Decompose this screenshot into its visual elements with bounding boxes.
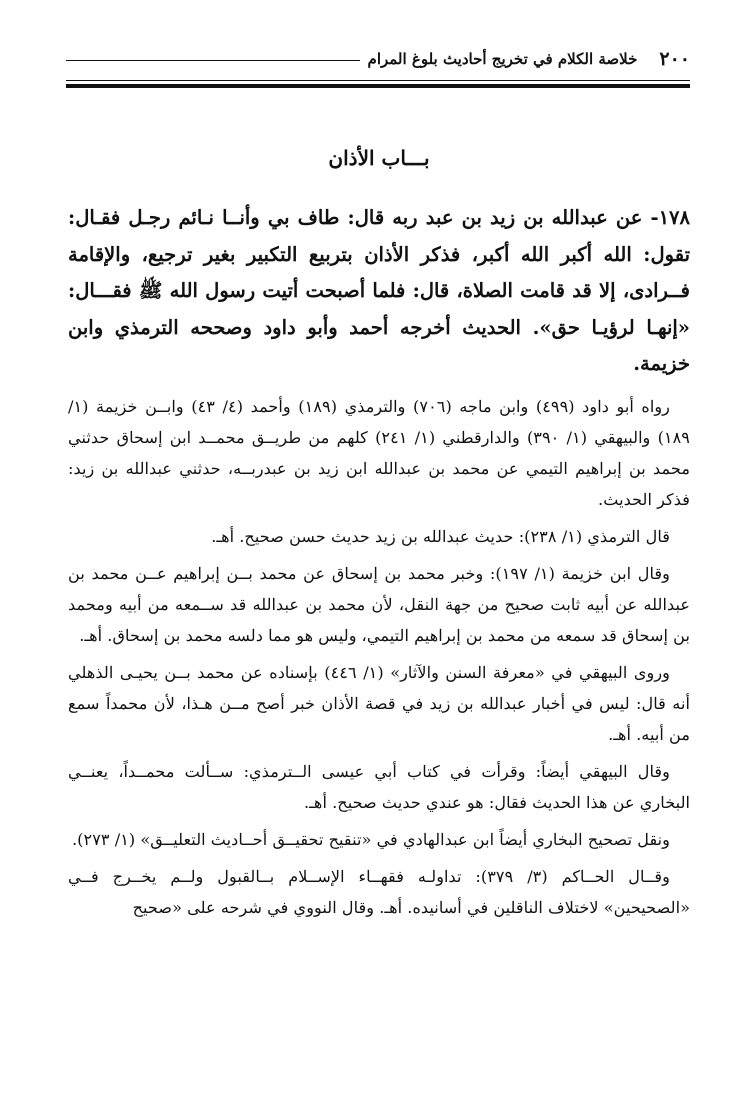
commentary-paragraph: ونقل تصحيح البخاري أيضاً ابن عبدالهادي في «تنقيح تحقيــق أحــاديث التعليــق» (١/ ٢٧٣).	[72, 829, 670, 849]
book-title: خلاصة الكلام في تخريج أحاديث بلوغ المرام	[367, 50, 638, 68]
commentary-paragraph: وروى البيهقي في «معرفة السنن والآثار» (١/ ٤٤٦) بإسناده عن محمد بــن يحيـى الذهلي أنه قال: ليس في أخبار عبدالله بن زيد في قصة الأذان خبر أصح مــن هـذا، لأن محمداً سمع من أبيه. أهـ.	[68, 662, 690, 744]
commentary-paragraph: وقال البيهقي أيضاً: وقرأت في كتاب أبي عيسى الــترمذي: ســألت محمــداً، يعنــي البخاري عن هذا الحديث فقال: هو عندي حديث صحيح. أهـ.	[68, 761, 690, 812]
commentary-paragraph: وقال ابن خزيمة (١/ ١٩٧): وخبر محمد بن إسحاق عن محمد بــن إبراهيم عــن محمد بن عبدالله عن أبيه ثابت صحيح من جهة النقل، لأن محمد بن عبدالله قد ســمعه من أبيه ومحمد بن إسحاق قد سمعه من محمد بن إبراهيم التيمي، وليس هو مما دلسه محمد بن إسحاق. أهـ.	[68, 563, 690, 645]
commentary-paragraph: رواه أبو داود (٤٩٩) وابن ماجه (٧٠٦) والترمذي (١٨٩) وأحمد (٤/ ٤٣) وابــن خزيمة (١/ ١٨٩) والبيهقي (١/ ٣٩٠) والدارقطني (١/ ٢٤١) كلهم من طريــق محمــد ابن إسحاق حدثني محمد بن إبراهيم التيمي عن محمد بن عبدالله ابن زيد بن عبدربــه، حدثني عبدالله بن زيد: فذكر الحديث.	[68, 396, 690, 509]
chapter-heading: بـــاب الأذان	[328, 146, 430, 170]
commentary-paragraph: وقــال الحــاكم (٣/ ٣٧٩): تداولـه فقهــاء الإســلام بــالقبول ولــم يخــرج فــي «الصحيحين» لاختلاف الناقلين في أسانيده. أهـ. وقال النووي في شرحه على «صحيح	[68, 866, 690, 917]
page-number: ٢٠٠	[659, 48, 690, 70]
header-dash-line	[66, 60, 360, 61]
header-rule-thick	[66, 84, 690, 88]
commentary-paragraph: قال الترمذي (١/ ٢٣٨): حديث عبدالله بن زيد حديث حسن صحيح. أهـ.	[211, 526, 670, 546]
running-header	[66, 44, 690, 74]
hadith-text: ١٧٨- عن عبدالله بن زيد بن عبد ربه قال: طاف بي وأنــا نـائم رجـل فقـال: تقول: الله أكبر الله أكبر، فذكر الأذان بتربيع التكبير بغير ترجيع، والإقامة فــرادى، إلا قد قامت الصلاة، قال: فلما أصبحت أتيت رسول الله ﷺ فقـــال: «إنهـا لرؤيـا حق». الحديث أخرجه أحمد وأبو داود وصححه الترمذي وابن خزيمة.	[68, 206, 690, 375]
page-content	[68, 146, 690, 923]
header-rule-thin	[66, 80, 690, 81]
